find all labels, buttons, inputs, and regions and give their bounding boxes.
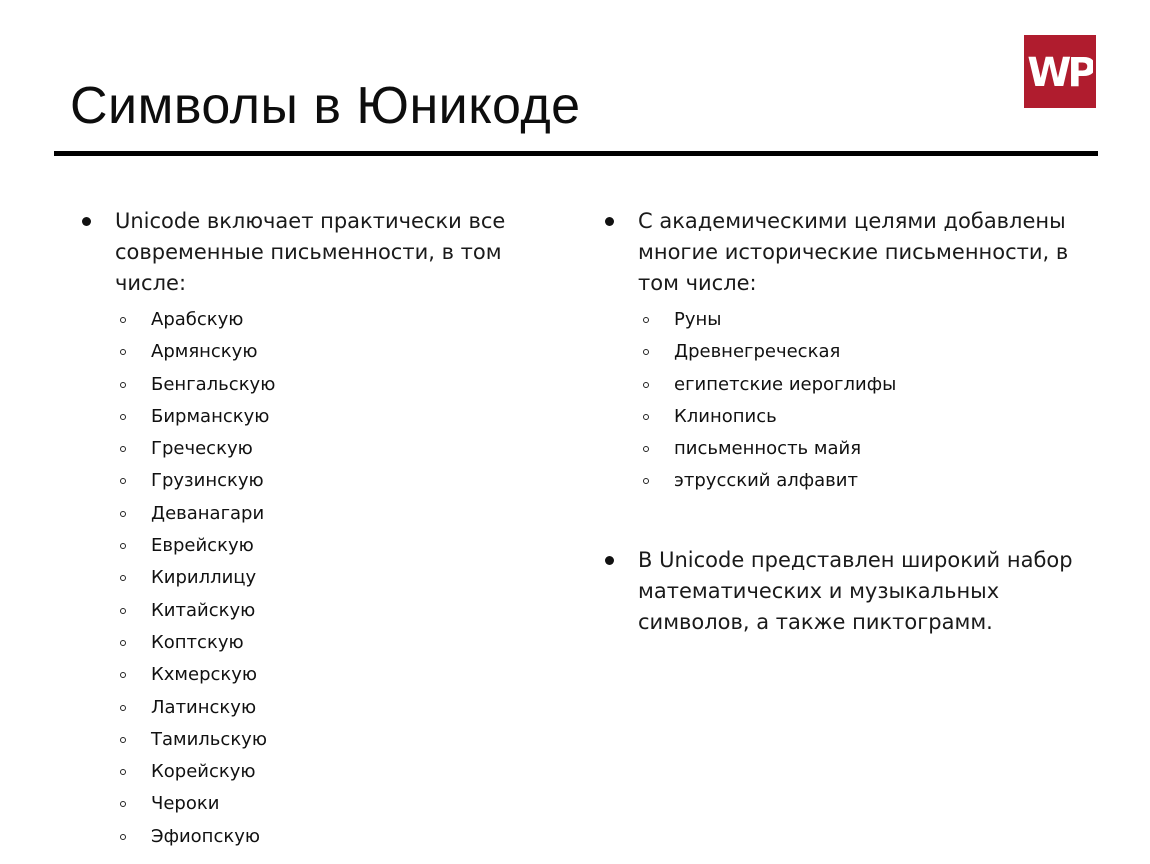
circle-bullet-icon bbox=[643, 382, 649, 388]
list-item: Латинскую bbox=[82, 692, 552, 724]
list-item: Грузинскую bbox=[82, 465, 552, 497]
circle-bullet-icon bbox=[120, 543, 126, 549]
right-bullet-historic bbox=[605, 206, 1095, 299]
list-item: Чероки bbox=[82, 788, 552, 820]
list-item: египетские иероглифы bbox=[605, 369, 1095, 401]
circle-bullet-icon bbox=[120, 737, 126, 743]
list-item: Китайскую bbox=[82, 595, 552, 627]
circle-bullet-icon bbox=[120, 705, 126, 711]
list-item: Бирманскую bbox=[82, 401, 552, 433]
circle-bullet-icon bbox=[120, 640, 126, 646]
list-item: Бенгальскую bbox=[82, 369, 552, 401]
circle-bullet-icon bbox=[120, 382, 126, 388]
right-bullet-historic-text: С академическими целями добавлены многие исторические письменности, в том числе: bbox=[638, 209, 1069, 295]
circle-bullet-icon bbox=[643, 317, 649, 323]
list-item: Деванагари bbox=[82, 498, 552, 530]
left-script-list bbox=[82, 304, 552, 853]
circle-bullet-icon bbox=[120, 672, 126, 678]
list-item: Еврейскую bbox=[82, 530, 552, 562]
right-bullet-symbols-text: В Unicode представлен широкий набор математических и музыкальных символов, а также пиктограмм. bbox=[638, 547, 1073, 634]
slide-title: Символы в Юникоде bbox=[70, 77, 581, 135]
list-item: Коптскую bbox=[82, 627, 552, 659]
list-item: Корейскую bbox=[82, 756, 552, 788]
wp-logo-text: WP bbox=[1027, 51, 1093, 92]
circle-bullet-icon bbox=[120, 769, 126, 775]
list-item: Кириллицу bbox=[82, 562, 552, 594]
circle-bullet-icon bbox=[120, 446, 126, 452]
title-divider bbox=[54, 151, 1098, 156]
list-item: Армянскую bbox=[82, 336, 552, 368]
bullet-dot-icon bbox=[82, 217, 91, 226]
left-column bbox=[82, 206, 552, 853]
circle-bullet-icon bbox=[120, 834, 126, 840]
circle-bullet-icon bbox=[120, 317, 126, 323]
right-bullet-symbols bbox=[605, 545, 1095, 638]
circle-bullet-icon bbox=[120, 349, 126, 355]
list-item: этрусский алфавит bbox=[605, 465, 1095, 497]
list-item: Тамильскую bbox=[82, 724, 552, 756]
wp-logo bbox=[1024, 35, 1096, 108]
bullet-dot-icon bbox=[605, 217, 614, 226]
circle-bullet-icon bbox=[120, 608, 126, 614]
list-item: Клинопись bbox=[605, 401, 1095, 433]
circle-bullet-icon bbox=[643, 414, 649, 420]
bullet-dot-icon bbox=[605, 556, 614, 565]
circle-bullet-icon bbox=[120, 414, 126, 420]
circle-bullet-icon bbox=[643, 478, 649, 484]
list-item: письменность майя bbox=[605, 433, 1095, 465]
list-item: Греческую bbox=[82, 433, 552, 465]
left-bullet-text: Unicode включает практически все современные письменности, в том числе: bbox=[115, 209, 506, 295]
circle-bullet-icon bbox=[643, 446, 649, 452]
right-column bbox=[605, 206, 1095, 638]
circle-bullet-icon bbox=[120, 575, 126, 581]
list-item: Древнегреческая bbox=[605, 336, 1095, 368]
right-script-list bbox=[605, 304, 1095, 498]
wp-logo-mark bbox=[1027, 52, 1093, 92]
list-item: Руны bbox=[605, 304, 1095, 336]
circle-bullet-icon bbox=[120, 478, 126, 484]
circle-bullet-icon bbox=[643, 349, 649, 355]
circle-bullet-icon bbox=[120, 801, 126, 807]
list-item: Арабскую bbox=[82, 304, 552, 336]
list-item: Кхмерскую bbox=[82, 659, 552, 691]
left-bullet bbox=[82, 206, 552, 299]
circle-bullet-icon bbox=[120, 511, 126, 517]
list-item: Эфиопскую bbox=[82, 821, 552, 853]
